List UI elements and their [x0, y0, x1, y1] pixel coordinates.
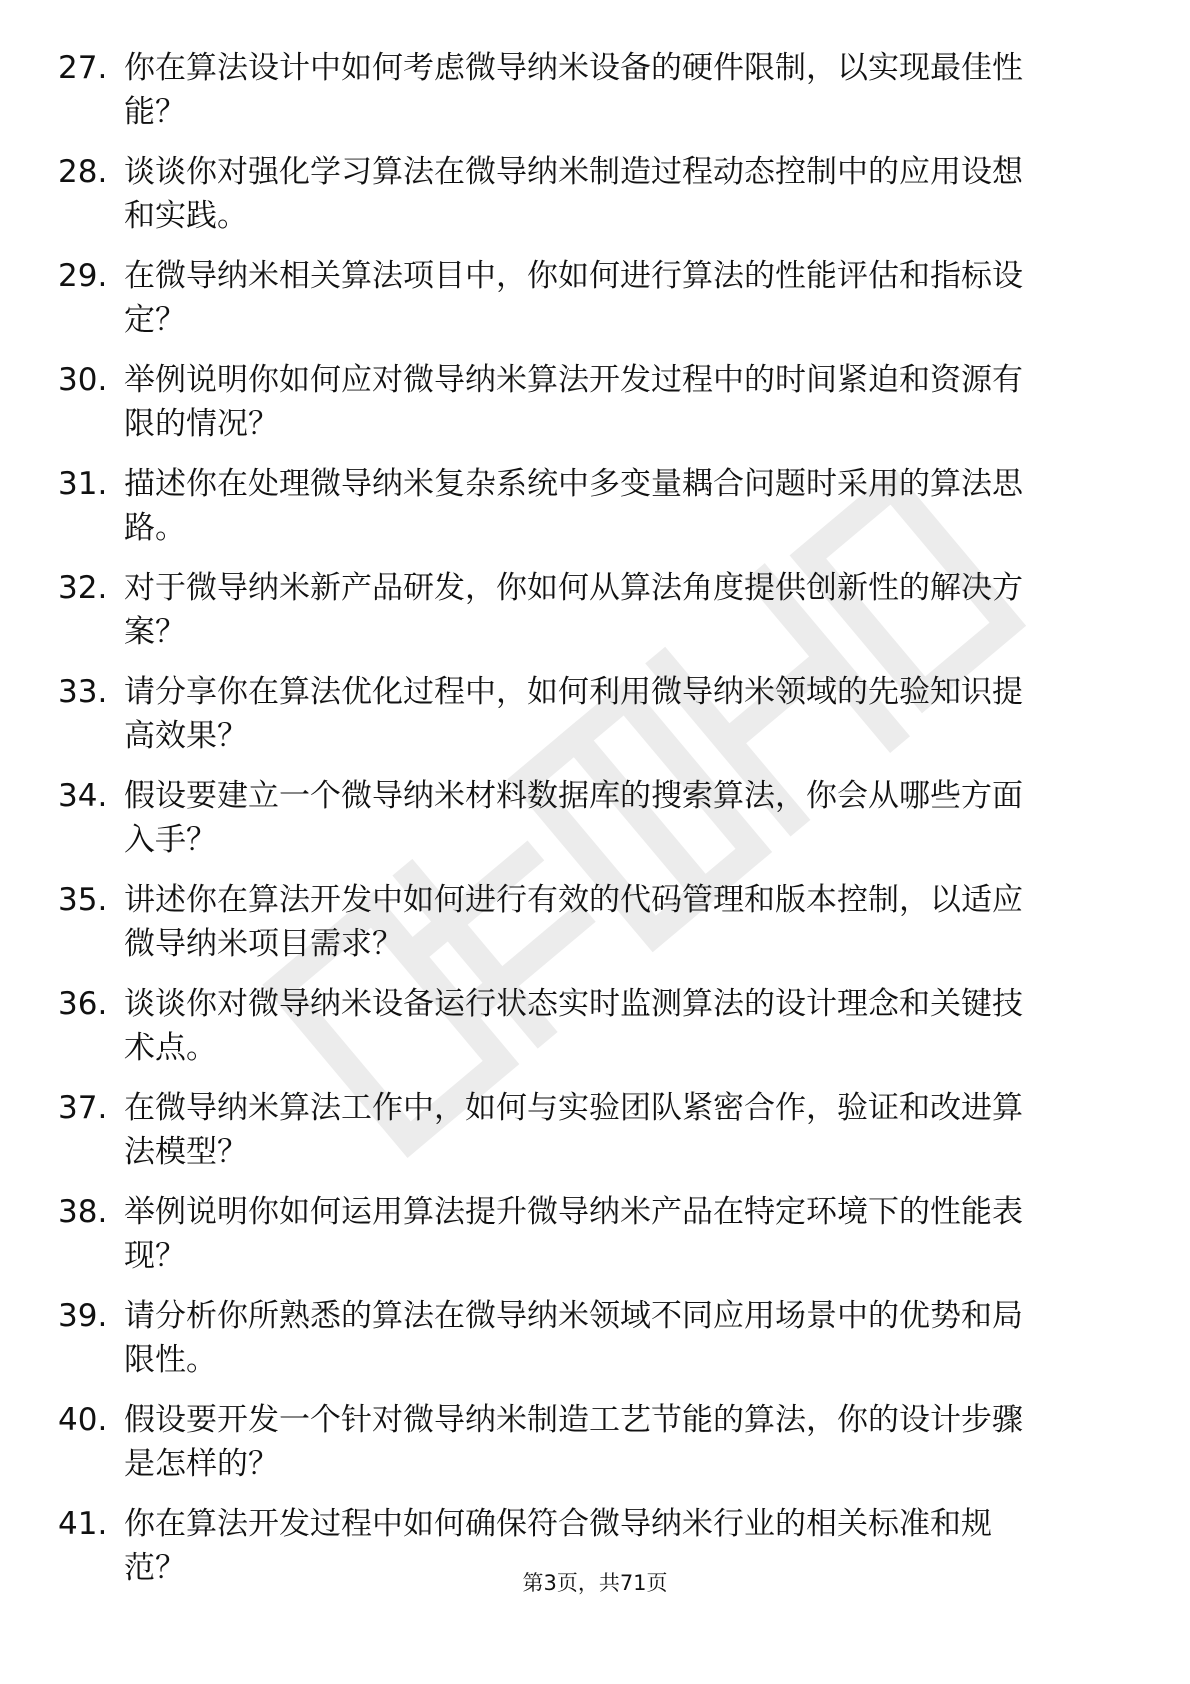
question-item — [58, 254, 1118, 358]
question-item — [58, 462, 1118, 566]
question-item — [58, 46, 1118, 150]
question-item — [58, 670, 1118, 774]
question-item — [58, 150, 1118, 254]
question-number: 28. — [58, 154, 108, 190]
question-text: 描述你在处理微导纳米复杂系统中多变量耦合问题时采用的算法思路。 — [124, 466, 1023, 546]
question-text: 你在算法设计中如何考虑微导纳米设备的硬件限制，以实现最佳性能？ — [124, 50, 1023, 130]
question-number: 35. — [58, 882, 108, 918]
question-item — [58, 358, 1118, 462]
question-text: 举例说明你如何应对微导纳米算法开发过程中的时间紧迫和资源有限的情况？ — [124, 362, 1023, 442]
question-text: 举例说明你如何运用算法提升微导纳米产品在特定环境下的性能表现？ — [124, 1194, 1023, 1274]
question-text: 请分析你所熟悉的算法在微导纳米领域不同应用场景中的优势和局限性。 — [124, 1298, 1023, 1378]
question-text: 谈谈你对强化学习算法在微导纳米制造过程动态控制中的应用设想和实践。 — [124, 154, 1023, 234]
question-text: 在微导纳米相关算法项目中，你如何进行算法的性能评估和指标设定？ — [124, 258, 1023, 338]
question-text: 假设要建立一个微导纳米材料数据库的搜索算法，你会从哪些方面入手？ — [124, 778, 1023, 858]
question-text: 你在算法开发过程中如何确保符合微导纳米行业的相关标准和规范？ — [124, 1506, 992, 1586]
question-number: 33. — [58, 674, 108, 710]
question-number: 41. — [58, 1506, 108, 1542]
question-text: 在微导纳米算法工作中，如何与实验团队紧密合作，验证和改进算法模型？ — [124, 1090, 1023, 1170]
question-number: 36. — [58, 986, 108, 1022]
question-item — [58, 566, 1118, 670]
question-item — [58, 878, 1118, 982]
question-item — [58, 1398, 1118, 1502]
question-number: 29. — [58, 258, 108, 294]
question-item — [58, 982, 1118, 1086]
question-text: 对于微导纳米新产品研发，你如何从算法角度提供创新性的解决方案？ — [124, 570, 1023, 650]
question-number: 27. — [58, 50, 108, 86]
question-number: 39. — [58, 1298, 108, 1334]
question-text: 假设要开发一个针对微导纳米制造工艺节能的算法，你的设计步骤是怎样的？ — [124, 1402, 1023, 1482]
question-number: 34. — [58, 778, 108, 814]
question-number: 37. — [58, 1090, 108, 1126]
question-number: 30. — [58, 362, 108, 398]
question-number: 31. — [58, 466, 108, 502]
question-item — [58, 1294, 1118, 1398]
question-text: 讲述你在算法开发中如何进行有效的代码管理和版本控制，以适应微导纳米项目需求？ — [124, 882, 1023, 962]
question-item — [58, 774, 1118, 878]
question-number: 40. — [58, 1402, 108, 1438]
page-footer: 第3页，共71页 — [522, 1571, 668, 1595]
question-text: 请分享你在算法优化过程中，如何利用微导纳米领域的先验知识提高效果？ — [124, 674, 1023, 754]
question-number: 32. — [58, 570, 108, 606]
question-item — [58, 1190, 1118, 1294]
question-number: 38. — [58, 1194, 108, 1230]
question-item — [58, 1086, 1118, 1190]
question-list — [58, 46, 1118, 1606]
question-text: 谈谈你对微导纳米设备运行状态实时监测算法的设计理念和关键技术点。 — [124, 986, 1023, 1066]
